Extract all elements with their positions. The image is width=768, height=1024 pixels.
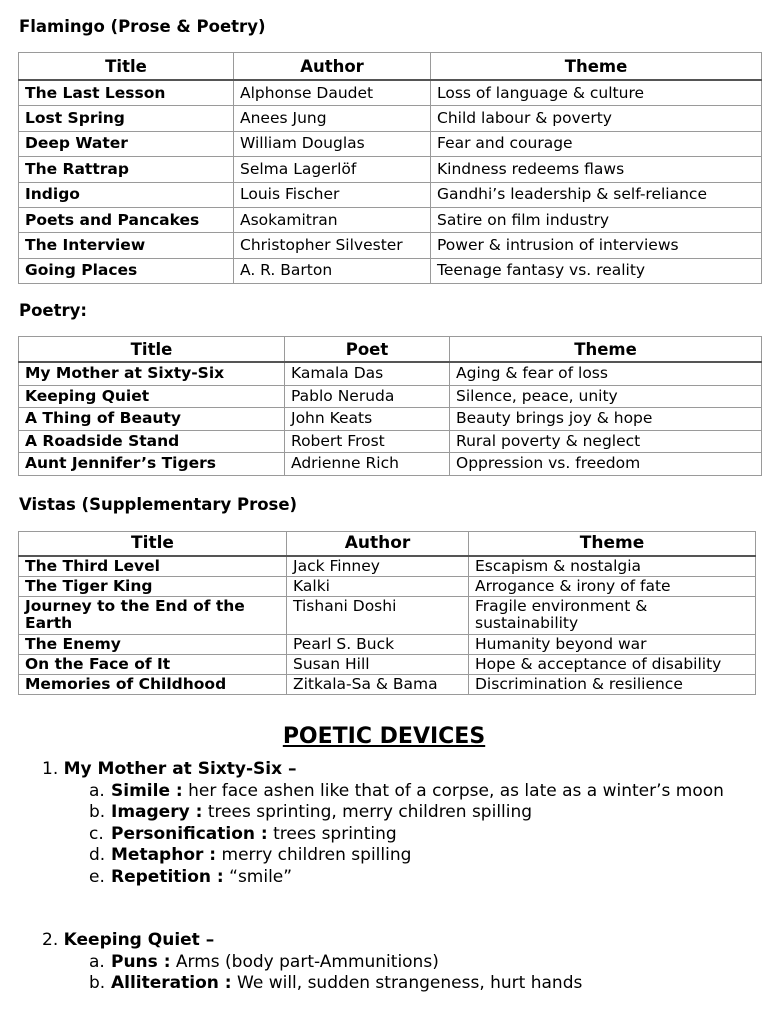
column-header-author: Author: [287, 532, 469, 557]
row-author-cell: Alphonse Daudet: [234, 80, 431, 106]
device-list: [42, 952, 742, 995]
device-item: [89, 824, 742, 846]
device-marker: a.: [89, 780, 105, 801]
row-author-cell: Robert Frost: [285, 430, 450, 453]
row-title-cell: On the Face of It: [19, 655, 287, 675]
table-row: [19, 106, 762, 131]
table-row: [19, 556, 756, 577]
column-header-poet: Poet: [285, 337, 450, 363]
row-title-cell: The Tiger King: [19, 577, 287, 597]
row-theme-cell: Escapism & nostalgia: [469, 556, 756, 577]
row-author-cell: Kalki: [287, 577, 469, 597]
table-row: [19, 80, 762, 106]
table-header-row: [19, 53, 762, 81]
vistas-table: [18, 531, 756, 695]
table-row: [19, 207, 762, 232]
row-title-cell: A Thing of Beauty: [19, 408, 285, 431]
poetry-table: [18, 336, 762, 476]
table-row: [19, 131, 762, 156]
column-header-theme: Theme: [469, 532, 756, 557]
row-author-cell: Zitkala-Sa & Bama: [287, 675, 469, 695]
row-title-cell: Aunt Jennifer’s Tigers: [19, 453, 285, 476]
device-example: Arms (body part-Ammunitions): [175, 951, 439, 972]
row-theme-cell: Fragile environment & sustainability: [469, 597, 756, 635]
poem-number: 2.: [42, 930, 59, 950]
row-title-cell: Indigo: [19, 182, 234, 207]
table-row: [19, 233, 762, 258]
row-author-cell: Tishani Doshi: [287, 597, 469, 635]
row-theme-cell: Hope & acceptance of disability: [469, 655, 756, 675]
device-name: Personification :: [111, 823, 268, 844]
poem-title: My Mother at Sixty-Six –: [63, 759, 297, 779]
device-marker: d.: [89, 845, 106, 865]
row-title-cell: The Rattrap: [19, 157, 234, 182]
column-header-title: Title: [19, 532, 287, 557]
device-name: Repetition :: [111, 866, 224, 887]
row-title-cell: The Third Level: [19, 556, 287, 577]
row-author-cell: John Keats: [285, 408, 450, 431]
row-theme-cell: Power & intrusion of interviews: [431, 233, 762, 258]
table-row: [19, 635, 756, 655]
table-header-row: [19, 532, 756, 557]
device-name: Puns :: [111, 951, 171, 972]
row-author-cell: A. R. Barton: [234, 258, 431, 283]
row-author-cell: Jack Finney: [287, 556, 469, 577]
section-heading-flamingo: Flamingo (Prose & Poetry): [19, 17, 266, 36]
device-list: [42, 781, 742, 889]
row-author-cell: Kamala Das: [285, 362, 450, 385]
row-theme-cell: Kindness redeems flaws: [431, 157, 762, 182]
device-item: [89, 973, 742, 995]
section-heading-vistas: Vistas (Supplementary Prose): [19, 495, 298, 514]
section-heading-poetry: Poetry:: [19, 301, 87, 320]
poem-title: Keeping Quiet –: [63, 930, 215, 950]
device-marker: e.: [89, 866, 105, 887]
device-marker: b.: [89, 973, 106, 993]
table-row: [19, 577, 756, 597]
table-row: [19, 430, 762, 453]
row-theme-cell: Satire on film industry: [431, 207, 762, 232]
poem-number: 1.: [42, 759, 59, 779]
row-title-cell: Lost Spring: [19, 106, 234, 131]
column-header-title: Title: [19, 53, 234, 81]
table-row: [19, 362, 762, 385]
table-row: [19, 597, 756, 635]
row-title-cell: The Interview: [19, 233, 234, 258]
device-example: her face ashen like that of a corpse, as late as a winter’s moon: [188, 780, 724, 801]
device-example: merry children spilling: [221, 845, 412, 865]
table-row: [19, 655, 756, 675]
poem-heading: [42, 930, 742, 952]
column-header-author: Author: [234, 53, 431, 81]
device-marker: b.: [89, 802, 106, 822]
device-name: Imagery :: [111, 802, 203, 822]
device-example: trees sprinting, merry children spilling: [207, 802, 533, 822]
device-example: “smile”: [229, 866, 293, 887]
row-theme-cell: Humanity beyond war: [469, 635, 756, 655]
device-marker: a.: [89, 951, 105, 972]
row-theme-cell: Aging & fear of loss: [450, 362, 762, 385]
table-row: [19, 453, 762, 476]
row-title-cell: My Mother at Sixty-Six: [19, 362, 285, 385]
row-title-cell: Deep Water: [19, 131, 234, 156]
row-author-cell: Adrienne Rich: [285, 453, 450, 476]
row-title-cell: Poets and Pancakes: [19, 207, 234, 232]
row-author-cell: Selma Lagerlöf: [234, 157, 431, 182]
row-theme-cell: Gandhi’s leadership & self-reliance: [431, 182, 762, 207]
row-theme-cell: Oppression vs. freedom: [450, 453, 762, 476]
device-item: [89, 952, 742, 974]
poem-devices-block: [42, 759, 742, 888]
row-author-cell: Pearl S. Buck: [287, 635, 469, 655]
column-header-title: Title: [19, 337, 285, 363]
row-title-cell: The Enemy: [19, 635, 287, 655]
row-title-cell: A Roadside Stand: [19, 430, 285, 453]
column-header-theme: Theme: [431, 53, 762, 81]
flamingo-table: [18, 52, 762, 284]
row-theme-cell: Arrogance & irony of fate: [469, 577, 756, 597]
row-author-cell: Anees Jung: [234, 106, 431, 131]
row-title-cell: Journey to the End of the Earth: [19, 597, 287, 635]
table-row: [19, 182, 762, 207]
row-theme-cell: Discrimination & resilience: [469, 675, 756, 695]
row-theme-cell: Teenage fantasy vs. reality: [431, 258, 762, 283]
device-item: [89, 781, 742, 803]
row-theme-cell: Child labour & poverty: [431, 106, 762, 131]
row-theme-cell: Rural poverty & neglect: [450, 430, 762, 453]
row-author-cell: Pablo Neruda: [285, 385, 450, 408]
row-title-cell: Going Places: [19, 258, 234, 283]
device-item: [89, 845, 742, 867]
table-row: [19, 385, 762, 408]
row-title-cell: Memories of Childhood: [19, 675, 287, 695]
row-theme-cell: Loss of language & culture: [431, 80, 762, 106]
device-example: We will, sudden strangeness, hurt hands: [237, 973, 583, 993]
table-header-row: [19, 337, 762, 363]
device-item: [89, 802, 742, 824]
row-author-cell: Louis Fischer: [234, 182, 431, 207]
table-row: [19, 258, 762, 283]
poetic-devices-heading: POETIC DEVICES: [282, 724, 486, 749]
device-name: Alliteration :: [111, 973, 232, 993]
row-author-cell: Susan Hill: [287, 655, 469, 675]
row-theme-cell: Beauty brings joy & hope: [450, 408, 762, 431]
device-name: Simile :: [111, 780, 183, 801]
row-author-cell: Christopher Silvester: [234, 233, 431, 258]
row-theme-cell: Silence, peace, unity: [450, 385, 762, 408]
table-row: [19, 675, 756, 695]
row-author-cell: Asokamitran: [234, 207, 431, 232]
row-theme-cell: Fear and courage: [431, 131, 762, 156]
device-example: trees sprinting: [273, 823, 397, 844]
poem-heading: [42, 759, 742, 781]
row-title-cell: Keeping Quiet: [19, 385, 285, 408]
row-title-cell: The Last Lesson: [19, 80, 234, 106]
table-row: [19, 157, 762, 182]
poem-devices-block: [42, 930, 742, 995]
device-marker: c.: [89, 823, 104, 844]
column-header-theme: Theme: [450, 337, 762, 363]
device-name: Metaphor :: [111, 845, 217, 865]
table-row: [19, 408, 762, 431]
row-author-cell: William Douglas: [234, 131, 431, 156]
device-item: [89, 867, 742, 889]
